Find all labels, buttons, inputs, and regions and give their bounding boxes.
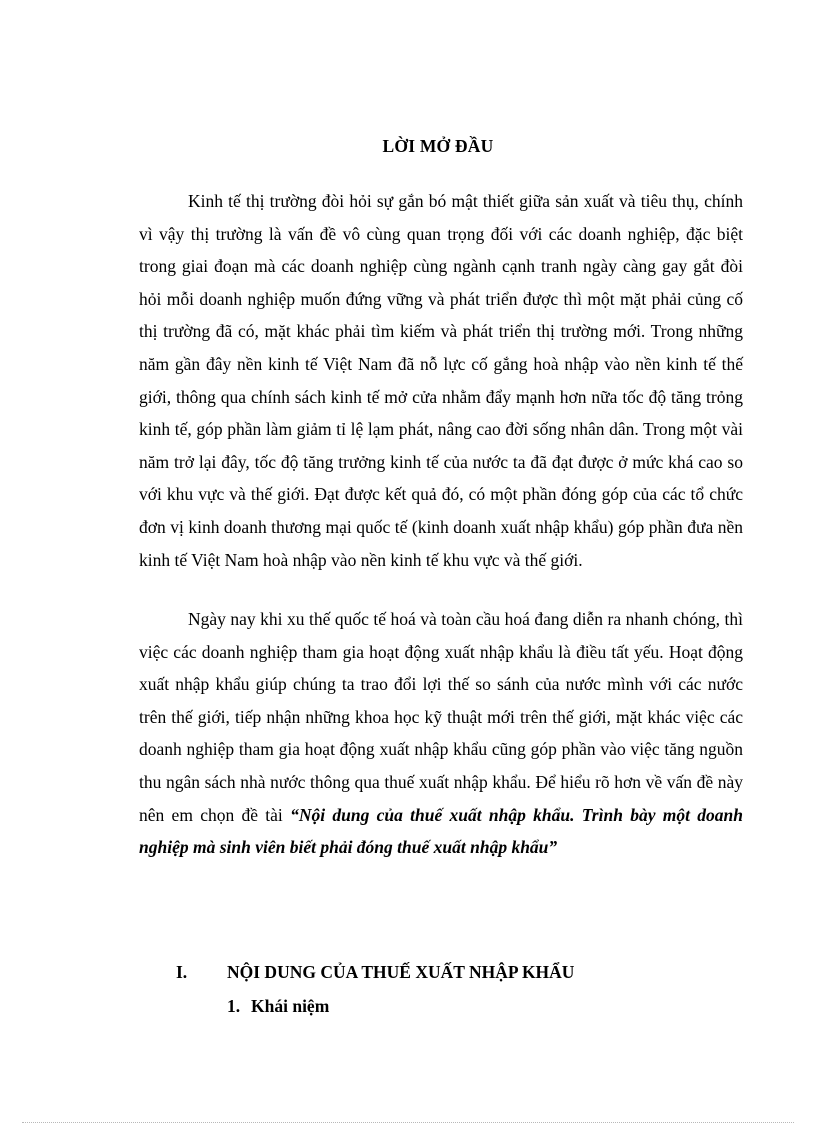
intro-paragraph-2 [139,603,743,864]
paragraph-body [139,603,743,864]
intro-paragraph-1 [139,185,743,576]
subsection-number: 1. [227,996,241,1016]
section-number: I. [176,962,188,982]
section-title: NỘI DUNG CỦA THUẾ XUẤT NHẬP KHẨU [227,962,575,982]
thesis-topic: “Nội dung của thuế xuất nhập khẩu. Trình bày một doanh nghiệp mà sinh viên biết phải đóng thuế xuất nhập khẩu” [139,804,743,858]
section-heading [176,962,574,983]
paragraph-text: Kinh tế thị trường đòi hỏi sự gắn bó mật thiết giữa sản xuất và tiêu thụ, chính vì vậy thị trường là vấn đề vô cùng quan trọng đối với các doanh nghiệp, đặc biệt trong giai đoạn mà các doanh nghiệp cùng ngành cạnh tranh ngày càng gay gắt đòi hỏi mỗi doanh nghiệp muốn đứng vững và phát triển được thì một mặt phải củng cố thị trường đã có, mặt khác phải tìm kiếm và phát triển thị trường mới. Trong những năm gần đây nền kinh tế Việt Nam đã nỗ lực cố gắng hoà nhập vào nền kinh tế thế giới, thông qua chính sách kinh tế mở cửa nhằm đẩy mạnh hơn nữa tốc độ tăng trỏng kinh tế, góp phần làm giảm tỉ lệ lạm phát, nâng cao đời sống nhân dân. Trong một vài năm trở lại đây, tốc độ tăng trưởng kinh tế của nước ta đã đạt được ở mức khá cao so với khu vực và thế giới. Đạt được kết quả đó, có một phần đóng góp của các tổ chức đơn vị kinh doanh thương mại quốc tế (kinh doanh xuất nhập khẩu) góp phần đưa nền kinh tế Việt Nam hoà nhập vào nền kinh tế khu vực và thế giới. [139,191,743,570]
subsection-title: Khái niệm [251,996,330,1016]
paragraph-text: Ngày nay khi xu thế quốc tế hoá và toàn cầu hoá đang diễn ra nhanh chóng, thì việc các doanh nghiệp tham gia hoạt động xuất nhập khẩu là điều tất yếu. Hoạt động xuất nhập khẩu giúp chúng ta trao đổi lợi thế so sánh của nước mình với các nước trên thế giới, tiếp nhận những khoa học kỹ thuật mới trên thế giới, mặt khác việc các doanh nghiệp tham gia hoạt động xuất nhập khẩu cũng góp phần vào việc tăng nguồn thu ngân sách nhà nước thông qua thuế xuất nhập khẩu. Để hiểu rõ hơn về vấn đề này nên em chọn đề tài [139,609,743,825]
subsection-heading [227,996,329,1017]
page-title: LỜI MỞ ĐẦU [382,136,494,156]
